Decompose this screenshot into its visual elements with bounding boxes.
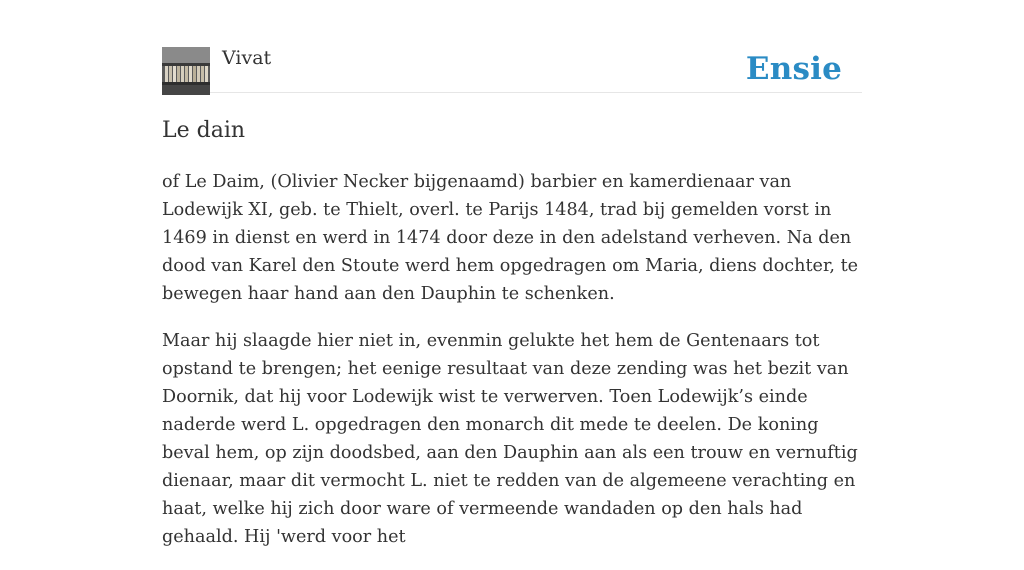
article-paragraph: Maar hij slaagde hier niet in, evenmin gelukte het hem de Gentenaars tot opstand te brengen; het eenige resultaat van deze zending was het bezit van Doornik, dat hij voor Lodewijk wist te verwerven. Toen Lodewijk’s einde naderde werd L. opgedragen den monarch dit mede te deelen. De koning beval hem, op zijn doodsbed, aan den Dauphin aan als een trouw en vernuftig dienaar, maar dit vermocht L. niet te redden van de algemeene verachting en haat, welke hij zich door ware of vermeende wandaden op den hals had gehaald. Hij 'werd voor het bbox=[162, 331, 858, 547]
brand-logo[interactable]: Ensie bbox=[745, 51, 842, 87]
bookshelf-icon bbox=[162, 47, 210, 95]
source-name[interactable]: Vivat bbox=[222, 47, 272, 69]
source-avatar[interactable] bbox=[162, 47, 210, 95]
header bbox=[162, 46, 862, 93]
article-paragraph: of Le Daim, (Olivier Necker bijgenaamd) barbier en kamerdienaar van Lodewijk XI, geb. te Thielt, overl. te Parijs 1484, trad bij gemelden vorst in 1469 in dienst en werd in 1474 door deze in den adelstand verheven. Na den dood van Karel den Stoute werd hem opgedragen om Maria, diens dochter, te bewegen haar hand aan den Dauphin te schenken. bbox=[162, 172, 859, 304]
article-title: Le dain bbox=[162, 118, 246, 143]
article-body bbox=[162, 168, 866, 570]
